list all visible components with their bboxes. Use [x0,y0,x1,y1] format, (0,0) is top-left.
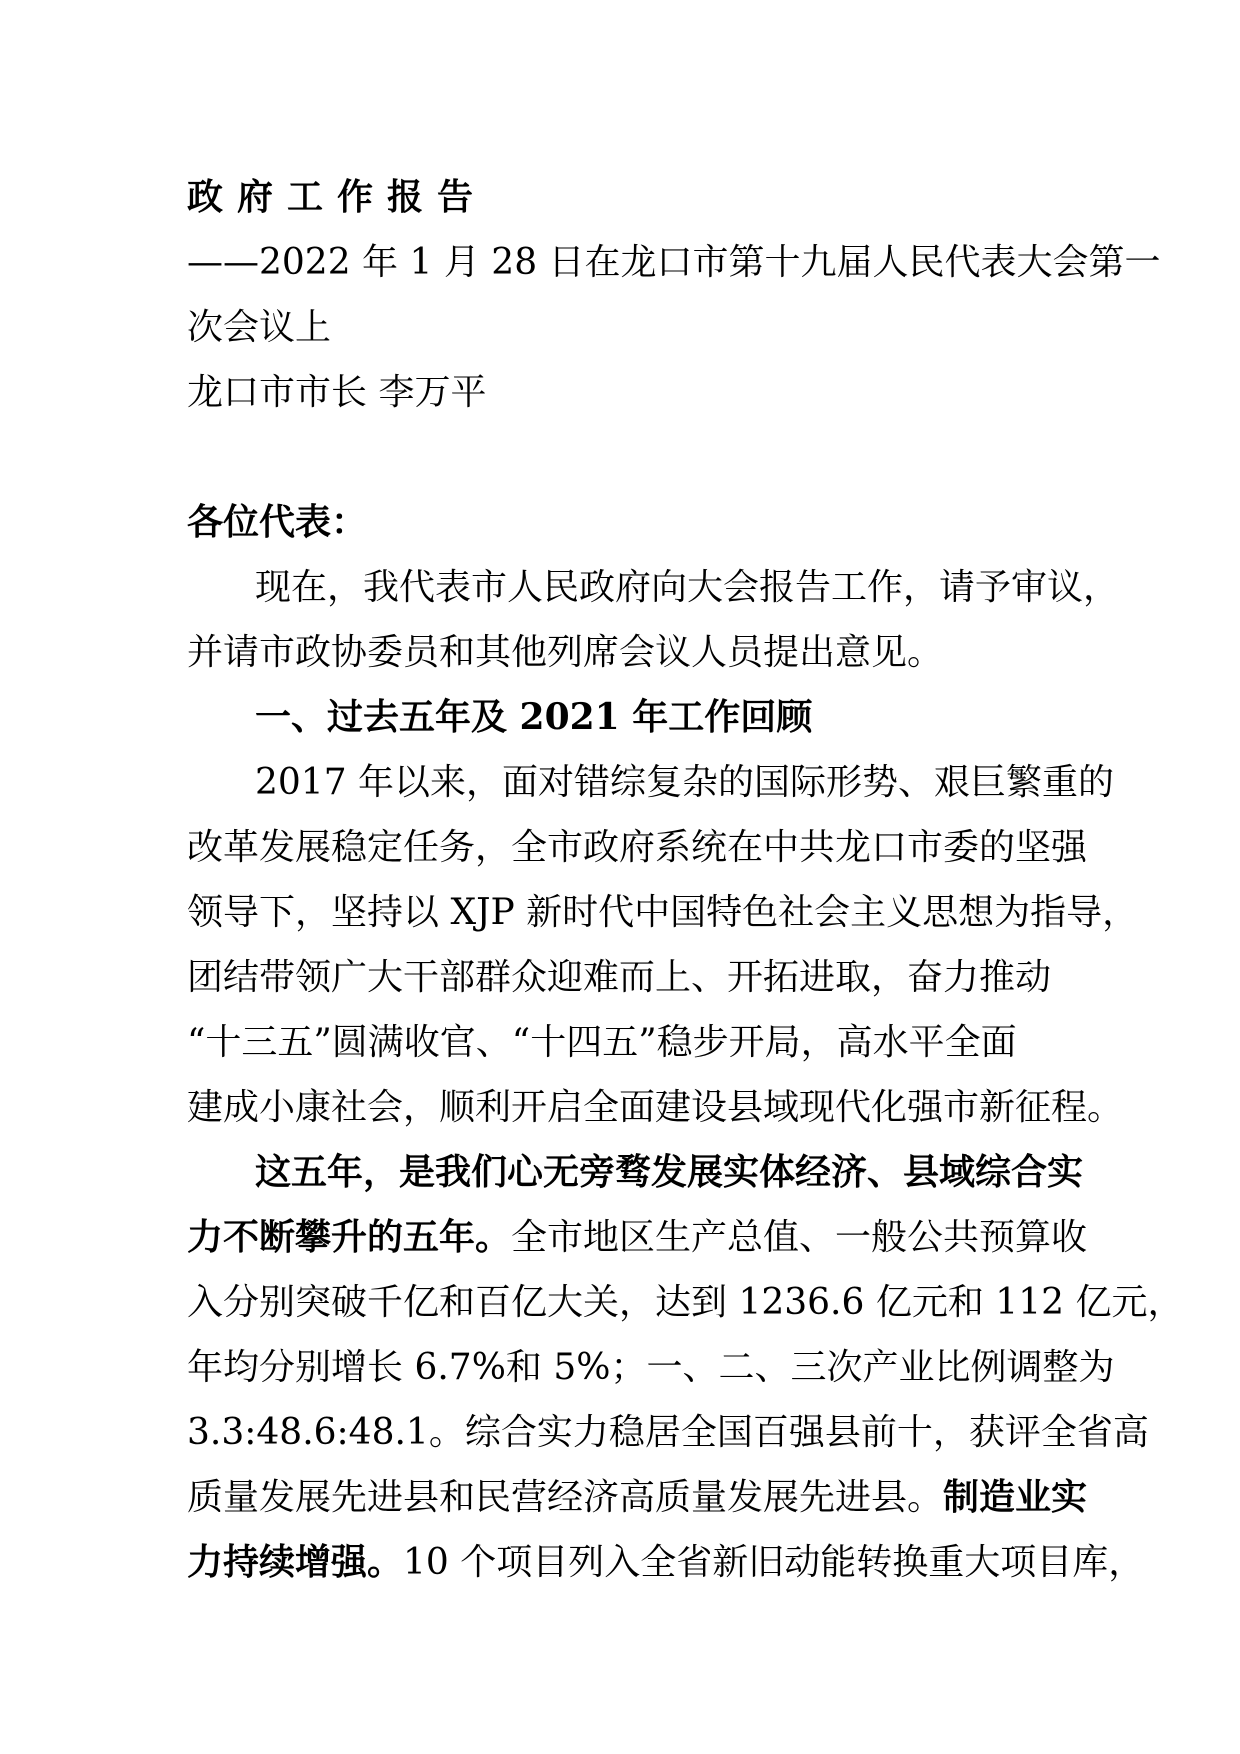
paragraph-2-line-5: “十三五”圆满收官、“十四五”稳步开局，高水平全面 [187,1022,1017,1063]
paragraph-3-line-4: 年均分别增长 6.7%和 5%；一、二、三次产业比例调整为 [187,1347,1115,1388]
paragraph-3-line-5: 3.3:48.6:48.1。综合实力稳居全国百强县前十，获评全省高 [187,1412,1149,1453]
blank-line [187,425,1087,490]
paragraph-3-line-2 [187,1205,1087,1270]
document-author: 龙口市市长 李万平 [187,372,487,413]
paragraph-3-text: 全市地区生产总值、一般公共预算收 [511,1217,1088,1258]
section-1-heading: 一、过去五年及 2021 年工作回顾 [255,696,813,738]
paragraph-3-line-6 [187,1465,1087,1530]
paragraph-1-line-2: 并请市政协委员和其他列席会议人员提出意见。 [187,632,944,673]
salutation: 各位代表： [187,502,368,543]
paragraph-3-text: 质量发展先进县和民营经济高质量发展先进县。 [187,1477,944,1518]
paragraph-2-line-6: 建成小康社会，顺利开启全面建设县域现代化强市新征程。 [187,1087,1124,1128]
paragraph-3-text: 10 个项目列入全省新旧动能转换重大项目库， [403,1542,1145,1583]
paragraph-2-line-3: 领导下，坚持以 XJP 新时代中国特色社会主义思想为指导， [187,892,1139,933]
paragraph-3-line-3: 入分别突破千亿和百亿大关，达到 1236.6 亿元和 112 亿元， [187,1282,1184,1323]
paragraph-3-line-7 [187,1530,1145,1595]
paragraph-3-line-1: 这五年，是我们心无旁骛发展实体经济、县域综合实 [255,1151,1084,1193]
paragraph-2-line-2: 改革发展稳定任务，全市政府系统在中共龙口市委的坚强 [187,827,1088,868]
document-title: 政府工作报告 [187,177,488,218]
paragraph-3-emphasis: 制造业实 [943,1476,1088,1518]
document-subtitle-line-1: ——2022 年 1 月 28 日在龙口市第十九届人民代表大会第一 [187,242,1161,283]
paragraph-1-line-1: 现在，我代表市人民政府向大会报告工作，请予审议， [255,567,1120,608]
document-page [187,165,1184,1595]
paragraph-3-emphasis: 力持续增强。 [187,1541,404,1583]
paragraph-2-line-4: 团结带领广大干部群众迎难而上、开拓进取，奋力推动 [187,957,1052,998]
paragraph-2-line-1: 2017 年以来，面对错综复杂的国际形势、艰巨繁重的 [255,762,1115,803]
paragraph-3-emphasis: 力不断攀升的五年。 [187,1216,512,1258]
document-subtitle-line-2: 次会议上 [187,307,332,348]
